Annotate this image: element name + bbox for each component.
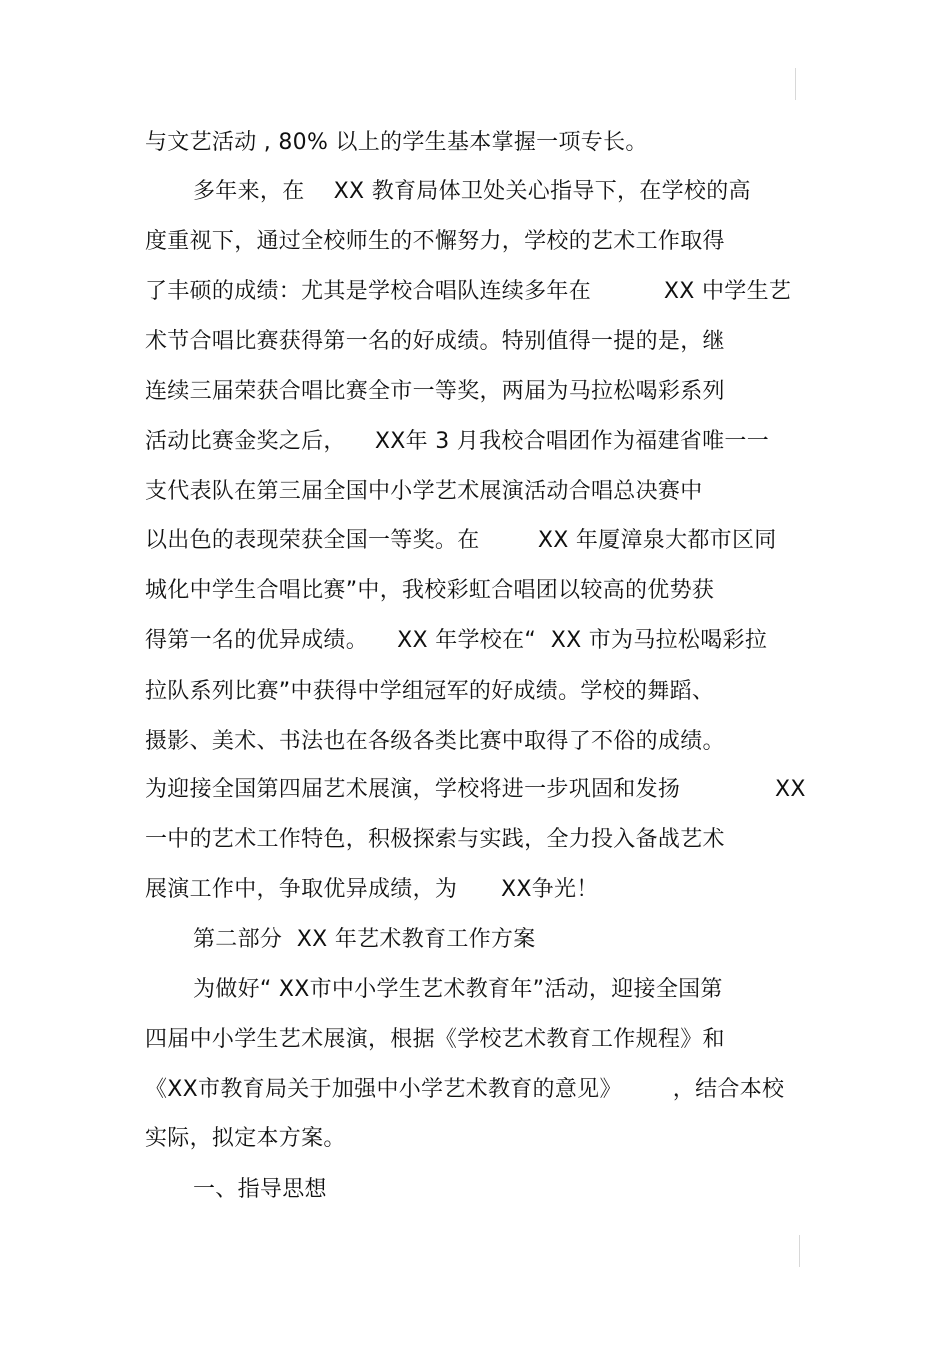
text-line-9: 以出色的表现荣获全国一等奖。在 XX 年厦漳泉大都市区同 [145,528,777,553]
paragraph-start-line-2: 多年来，在 XX 教育局体卫处关心指导下，在学校的高 [193,179,751,204]
subheading-guiding-thought: 一、指导思想 [193,1177,327,1202]
text-line-8: 支代表队在第三届全国中小学艺术展演活动合唱总决赛中 [145,479,703,504]
text-line-15: 一中的艺术工作特色，积极探索与实践，全力投入备战艺术 [145,827,725,852]
text-line-1: 与文艺活动 , 80% 以上的学生基本掌握一项专长。 [145,130,648,155]
paragraph-start-line-18: 为做好“ XX市中小学生艺术教育年”活动，迎接全国第 [193,977,723,1002]
section-heading: 第二部分 XX 年艺术教育工作方案 [193,927,536,952]
text-line-11: 得第一名的优异成绩。 XX 年学校在“ XX 市为马拉松喝彩拉 [145,628,768,653]
text-line-3: 度重视下，通过全校师生的不懈努力，学校的艺术工作取得 [145,229,725,254]
text-line-4: 了丰硕的成绩：尤其是学校合唱队连续多年在 XX 中学生艺 [145,279,792,304]
text-line-7: 活动比赛金奖之后， XX年 3 月我校合唱团作为福建省唯一一 [145,429,769,454]
text-line-12: 拉队系列比赛”中获得中学组冠军的好成绩。学校的舞蹈、 [145,679,715,704]
text-line-13: 摄影、美术、书法也在各级各类比赛中取得了不俗的成绩。 [145,729,725,754]
text-line-19: 四届中小学生艺术展演，根据《学校艺术教育工作规程》和 [145,1027,725,1052]
bottom-right-margin-mark [799,1235,800,1267]
text-line-5: 术节合唱比赛获得第一名的好成绩。特别值得一提的是，继 [145,329,725,354]
text-line-10: 城化中学生合唱比赛”中，我校彩虹合唱团以较高的优势获 [145,578,715,603]
text-line-16: 展演工作中，争取优异成绩，为 XX争光！ [145,877,599,902]
text-line-20: 《XX市教育局关于加强中小学艺术教育的意见》 ，结合本校 [145,1077,785,1102]
top-right-margin-mark [795,68,796,100]
text-line-14: 为迎接全国第四届艺术展演，学校将进一步巩固和发扬 XX [145,777,806,802]
text-line-6: 连续三届荣获合唱比赛全市一等奖，两届为马拉松喝彩系列 [145,379,725,404]
text-line-21: 实际，拟定本方案。 [145,1126,346,1151]
